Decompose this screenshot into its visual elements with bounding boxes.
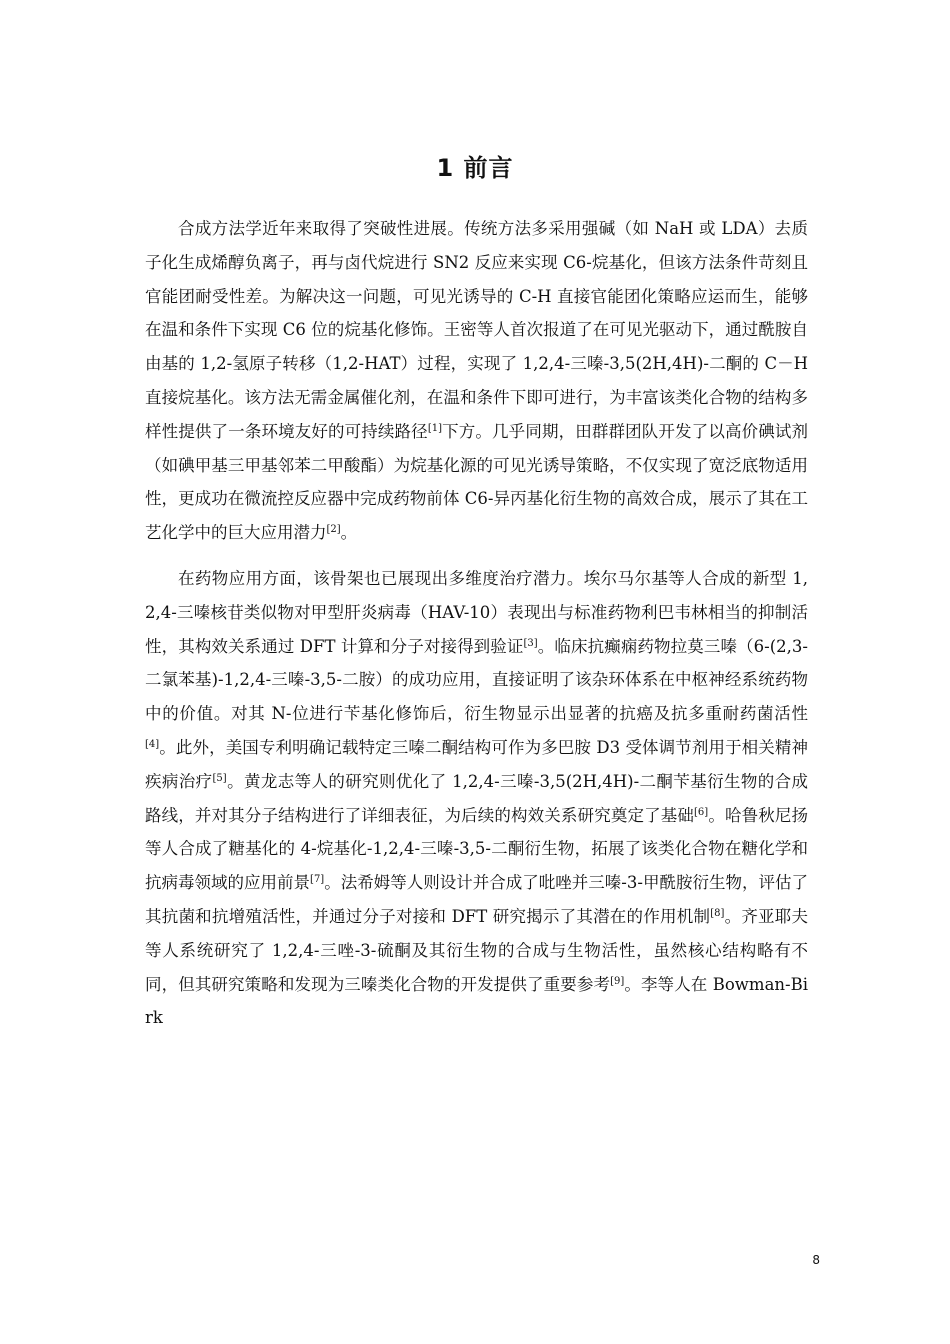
text-run: 。黄龙志等人的研究则优化了 1,2,4-三嗪-3,5(2H,4H)-二酮苄基衍生物的合成路线，并对其分子结构进行了详细表征，为后续的构效关系研究奠定了基础 [145, 771, 808, 825]
page-number: 8 [812, 1253, 820, 1267]
text-run: 。哈鲁秋尼扬等人合成了糖基化的 4-烷基化-1,2,4-三嗪-3,5-二酮衍生物，拓展了该类化合物在糖化学和抗病毒领域的应用前景 [145, 805, 809, 893]
text-run: 。法希姆等人则设计并合成了吡唑并三嗪-3-甲酰胺衍生物，评估了其抗菌和抗增殖活性，并通过分子对接和 DFT 研究揭示了其潜在的作用机制 [145, 873, 808, 926]
section-heading: 1 前言 [436, 154, 514, 182]
citation-ref[interactable]: [9] [610, 975, 625, 987]
citation-ref[interactable]: [6] [694, 806, 709, 818]
citation-ref[interactable]: [2] [326, 524, 341, 536]
citation-ref[interactable]: [1] [427, 422, 442, 434]
text-run: 。齐亚耶夫等人系统研究了 1,2,4-三唑-3-硫酮及其衍生物的合成与生物活性，虽然核心结构略有不同，但其研究策略和发现为三嗪类化合物的开发提供了重要参考 [145, 906, 808, 994]
body-text [145, 212, 808, 1035]
text-run: 。 [340, 523, 358, 543]
citation-ref[interactable]: [8] [710, 907, 725, 919]
text-run: 。临床抗癫痫药物拉莫三嗪（6-(2,3-二氯苯基)-1,2,4-三嗪-3,5-二胺）的成功应用，直接证明了该杂环体系在中枢神经系统药物中的价值。对其 N-位进行苄基化修饰后，衍生物显示出显著的抗癌及抗多重耐药菌活性 [145, 636, 808, 724]
text-run: 。李等人在 Bowman-Birk [145, 974, 809, 1028]
text-run: 合成方法学近年来取得了突破性进展。传统方法多采用强碱（如 NaH 或 LDA）去质子化生成烯醇负离子，再与卤代烷进行 SN2 反应来实现 C6-烷基化，但该方法条件苛刻且官能团耐受性差。为解决这一问题，可见光诱导的 C-H 直接官能团化策略应运而生，能够在温和条件下实现 C6 位的烷基化修饰。王密等人首次报道了在可见光驱动下，通过酰胺自由基的 1,2-氢原子转移（1,2-HAT）过程，实现了 1,2,4-三嗪-3,5(2H,4H)-二酮的 C－H 直接烷基化。该方法无需金属催化剂，在温和条件下即可进行，为丰富该类化合物的结构多样性提供了一条环境友好的可持续路径 [145, 219, 808, 441]
paragraph [145, 562, 808, 1035]
citation-ref[interactable]: [5] [212, 772, 227, 784]
citation-ref[interactable]: [7] [310, 874, 325, 886]
text-run: 。此外，美国专利明确记载特定三嗪二酮结构可作为多巴胺 D3 受体调节剂用于相关精神疾病治疗 [145, 737, 808, 791]
paragraph [145, 212, 808, 550]
text-run: 在药物应用方面，该骨架也已展现出多维度治疗潜力。埃尔马尔基等人合成的新型 1,2,4-三嗪核苷类似物对甲型肝炎病毒（HAV-10）表现出与标准药物利巴韦林相当的抑制活性，其构效关系通过 DFT 计算和分子对接得到验证 [145, 568, 808, 656]
citation-ref[interactable]: [4] [145, 738, 160, 750]
citation-ref[interactable]: [3] [523, 637, 538, 649]
text-run: 下方。几乎同期，田群群团队开发了以高价碘试剂（如碘甲基三甲基邻苯二甲酸酯）为烷基化源的可见光诱导策略，不仅实现了宽泛底物适用性，更成功在微流控反应器中完成药物前体 C6-异丙基化衍生物的高效合成，展示了其在工艺化学中的巨大应用潜力 [145, 421, 809, 543]
